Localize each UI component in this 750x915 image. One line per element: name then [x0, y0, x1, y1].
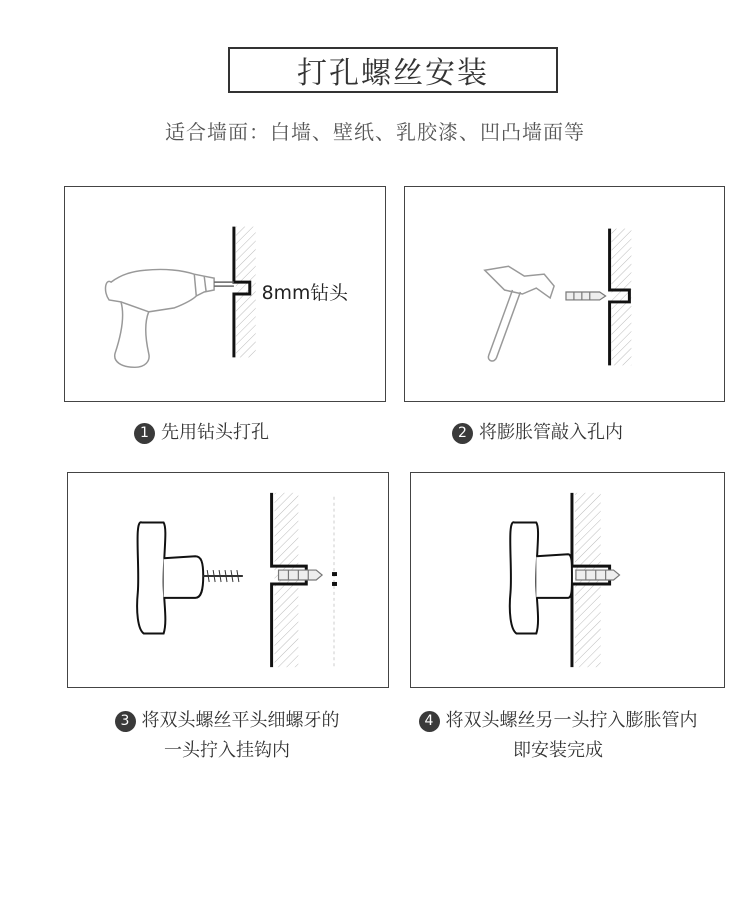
- page-title: 打孔螺丝安装: [228, 47, 558, 93]
- anchor-icon: [566, 292, 606, 300]
- step-4-number: 4: [419, 711, 440, 732]
- anchor-icon: [576, 570, 620, 580]
- anchor-icon: [279, 570, 323, 580]
- step-3-text-line2: 一头拧入挂钩内: [164, 740, 290, 761]
- step-1-panel: [64, 186, 386, 402]
- step-2-panel: [404, 186, 725, 402]
- drill-illustration: [65, 187, 385, 401]
- step-1-number: 1: [134, 423, 155, 444]
- step-4-text-line2: 即安装完成: [513, 740, 603, 761]
- step-4-caption: [396, 706, 720, 766]
- step-4-text: 将双头螺丝另一头拧入膨胀管内: [445, 710, 698, 731]
- hook-knob-icon: [510, 522, 572, 633]
- step-2-text: 将膨胀管敲入孔内: [479, 422, 623, 443]
- step-3-text: 将双头螺丝平头细螺牙的: [141, 710, 340, 731]
- step-1-caption: [134, 418, 269, 448]
- wall-hatch: [236, 227, 256, 358]
- step-2-number: 2: [452, 423, 473, 444]
- step-2-caption: [452, 418, 623, 448]
- hammer-icon: [485, 266, 554, 361]
- drill-bit-label: 8mm钻头: [261, 282, 348, 304]
- step-3-caption: [92, 706, 362, 766]
- step-3-panel: [67, 472, 389, 688]
- double-screw-icon: [203, 570, 243, 582]
- step-4-panel: [410, 472, 725, 688]
- hook-knob-icon: [137, 522, 203, 633]
- drill-icon: [105, 269, 233, 367]
- page-subtitle: 适合墙面：白墙、壁纸、乳胶漆、凹凸墙面等: [165, 120, 585, 144]
- step-1-text: 先用钻头打孔: [161, 422, 269, 443]
- step-3-number: 3: [115, 711, 136, 732]
- hook-screw-illustration: [68, 473, 388, 687]
- installed-illustration: [411, 473, 724, 687]
- hammer-illustration: [405, 187, 724, 401]
